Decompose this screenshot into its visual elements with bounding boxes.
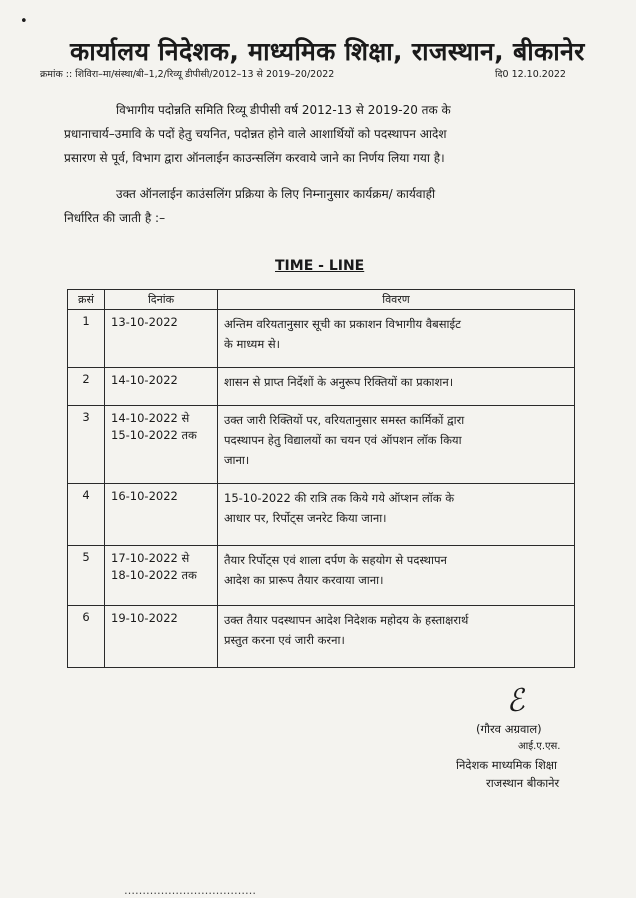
paragraph-schedule xyxy=(64,182,604,230)
row-description xyxy=(218,310,575,368)
column-header-description: विवरण xyxy=(218,290,575,310)
date-line: 18-10-2022 तक xyxy=(111,568,197,582)
row-sn: 5 xyxy=(68,546,105,606)
row-date xyxy=(105,406,218,484)
reference-line xyxy=(40,67,600,80)
table-header-row xyxy=(68,290,575,310)
description-line: पदस्थापन हेतु विद्यालयों का चयन एवं ऑपशन लॉक किया xyxy=(224,433,462,447)
table-row xyxy=(68,406,575,484)
signature-mark: ℰ xyxy=(503,682,527,721)
paragraph-line: प्रसारण से पूर्व, विभाग द्वारा ऑनलाईन काउन्सलिंग करवाये जाने का निर्णय लिया गया है। xyxy=(64,151,445,165)
date-line: 14-10-2022 xyxy=(111,373,178,387)
timeline-table xyxy=(67,289,575,668)
row-date xyxy=(105,310,218,368)
signatory-service: आई.ए.एस. xyxy=(518,741,561,752)
description-line: उक्त जारी रिक्तियों पर, वरियतानुसार समस्त कार्मिकों द्वारा xyxy=(224,413,465,427)
description-line: आदेश का प्रारूप तैयार करवाया जाना। xyxy=(224,573,384,587)
row-date xyxy=(105,368,218,406)
row-sn: 4 xyxy=(68,484,105,546)
row-sn: 1 xyxy=(68,310,105,368)
paragraph-line: उक्त ऑनलाईन काउंसलिंग प्रक्रिया के लिए निम्नानुसार कार्यक्रम/ कार्यवाही xyxy=(116,187,436,201)
row-date xyxy=(105,546,218,606)
date-line: 16-10-2022 xyxy=(111,489,178,503)
row-description xyxy=(218,606,575,668)
paragraph-line: निर्धारित की जाती है :– xyxy=(64,211,166,225)
date-line: 19-10-2022 xyxy=(111,611,178,625)
paragraph-intro xyxy=(64,98,604,170)
row-date xyxy=(105,484,218,546)
corner-mark: • xyxy=(20,14,28,29)
description-line: आधार पर, रिर्पोट्स जनरेट किया जाना। xyxy=(224,511,387,525)
cutoff-text-fragment: ……………………………… xyxy=(124,884,256,897)
signatory-office: राजस्थान बीकानेर xyxy=(486,776,560,790)
table-row xyxy=(68,368,575,406)
signature-block xyxy=(456,720,561,792)
date-line: 13-10-2022 xyxy=(111,315,178,329)
description-line: उक्त तैयार पदस्थापन आदेश निदेशक महोदय के हस्ताक्षरार्थ xyxy=(224,613,469,627)
row-description xyxy=(218,406,575,484)
description-line: अन्तिम वरियतानुसार सूची का प्रकाशन विभागीय वैबसाईट xyxy=(224,317,461,331)
table-row xyxy=(68,546,575,606)
row-description xyxy=(218,368,575,406)
date-line: 15-10-2022 तक xyxy=(111,428,197,442)
office-title: कार्यालय निदेशक, माध्यमिक शिक्षा, राजस्थान, बीकानेर xyxy=(70,37,585,66)
row-sn: 2 xyxy=(68,368,105,406)
issue-date: दि0 12.10.2022 xyxy=(495,69,566,80)
description-line: जाना। xyxy=(224,453,250,467)
description-line: शासन से प्राप्त निर्देशों के अनुरूप रिक्तियों का प्रकाशन। xyxy=(224,375,454,389)
reference-number: क्रमांक :: शिविरा–मा/संस्था/बी–1,2/रिव्यू डीपीसी/2012–13 से 2019–20/2022 xyxy=(40,69,335,80)
description-line: तैयार रिर्पोट्स एवं शाला दर्पण के सहयोग से पदस्थापन xyxy=(224,553,447,567)
column-header-sn: क्रसं xyxy=(68,290,105,310)
row-date xyxy=(105,606,218,668)
table-row xyxy=(68,310,575,368)
paragraph-line: विभागीय पदोन्नति समिति रिव्यू डीपीसी वर्ष 2012-13 से 2019-20 तक के xyxy=(116,103,451,117)
description-line: के माध्यम से। xyxy=(224,337,281,351)
description-line: प्रस्तुत करना एवं जारी करना। xyxy=(224,633,345,647)
row-sn: 6 xyxy=(68,606,105,668)
description-line: 15-10-2022 की रात्रि तक किये गये ऑप्शन लॉक के xyxy=(224,491,455,505)
table-row xyxy=(68,484,575,546)
row-sn: 3 xyxy=(68,406,105,484)
signatory-name: (गौरव अग्रवाल) xyxy=(476,722,542,736)
table-row xyxy=(68,606,575,668)
date-line: 14-10-2022 से xyxy=(111,411,190,425)
paragraph-line: प्रधानाचार्य–उमावि के पदों हेतु चयनित, पदोन्नत होने वाले आशार्थियों को पदस्थापन आदेश xyxy=(64,127,447,141)
row-description xyxy=(218,546,575,606)
column-header-date: दिनांक xyxy=(105,290,218,310)
timeline-heading: TIME - LINE xyxy=(275,258,365,274)
signatory-designation: निदेशक माध्यमिक शिक्षा xyxy=(456,758,557,772)
row-description xyxy=(218,484,575,546)
date-line: 17-10-2022 से xyxy=(111,551,190,565)
